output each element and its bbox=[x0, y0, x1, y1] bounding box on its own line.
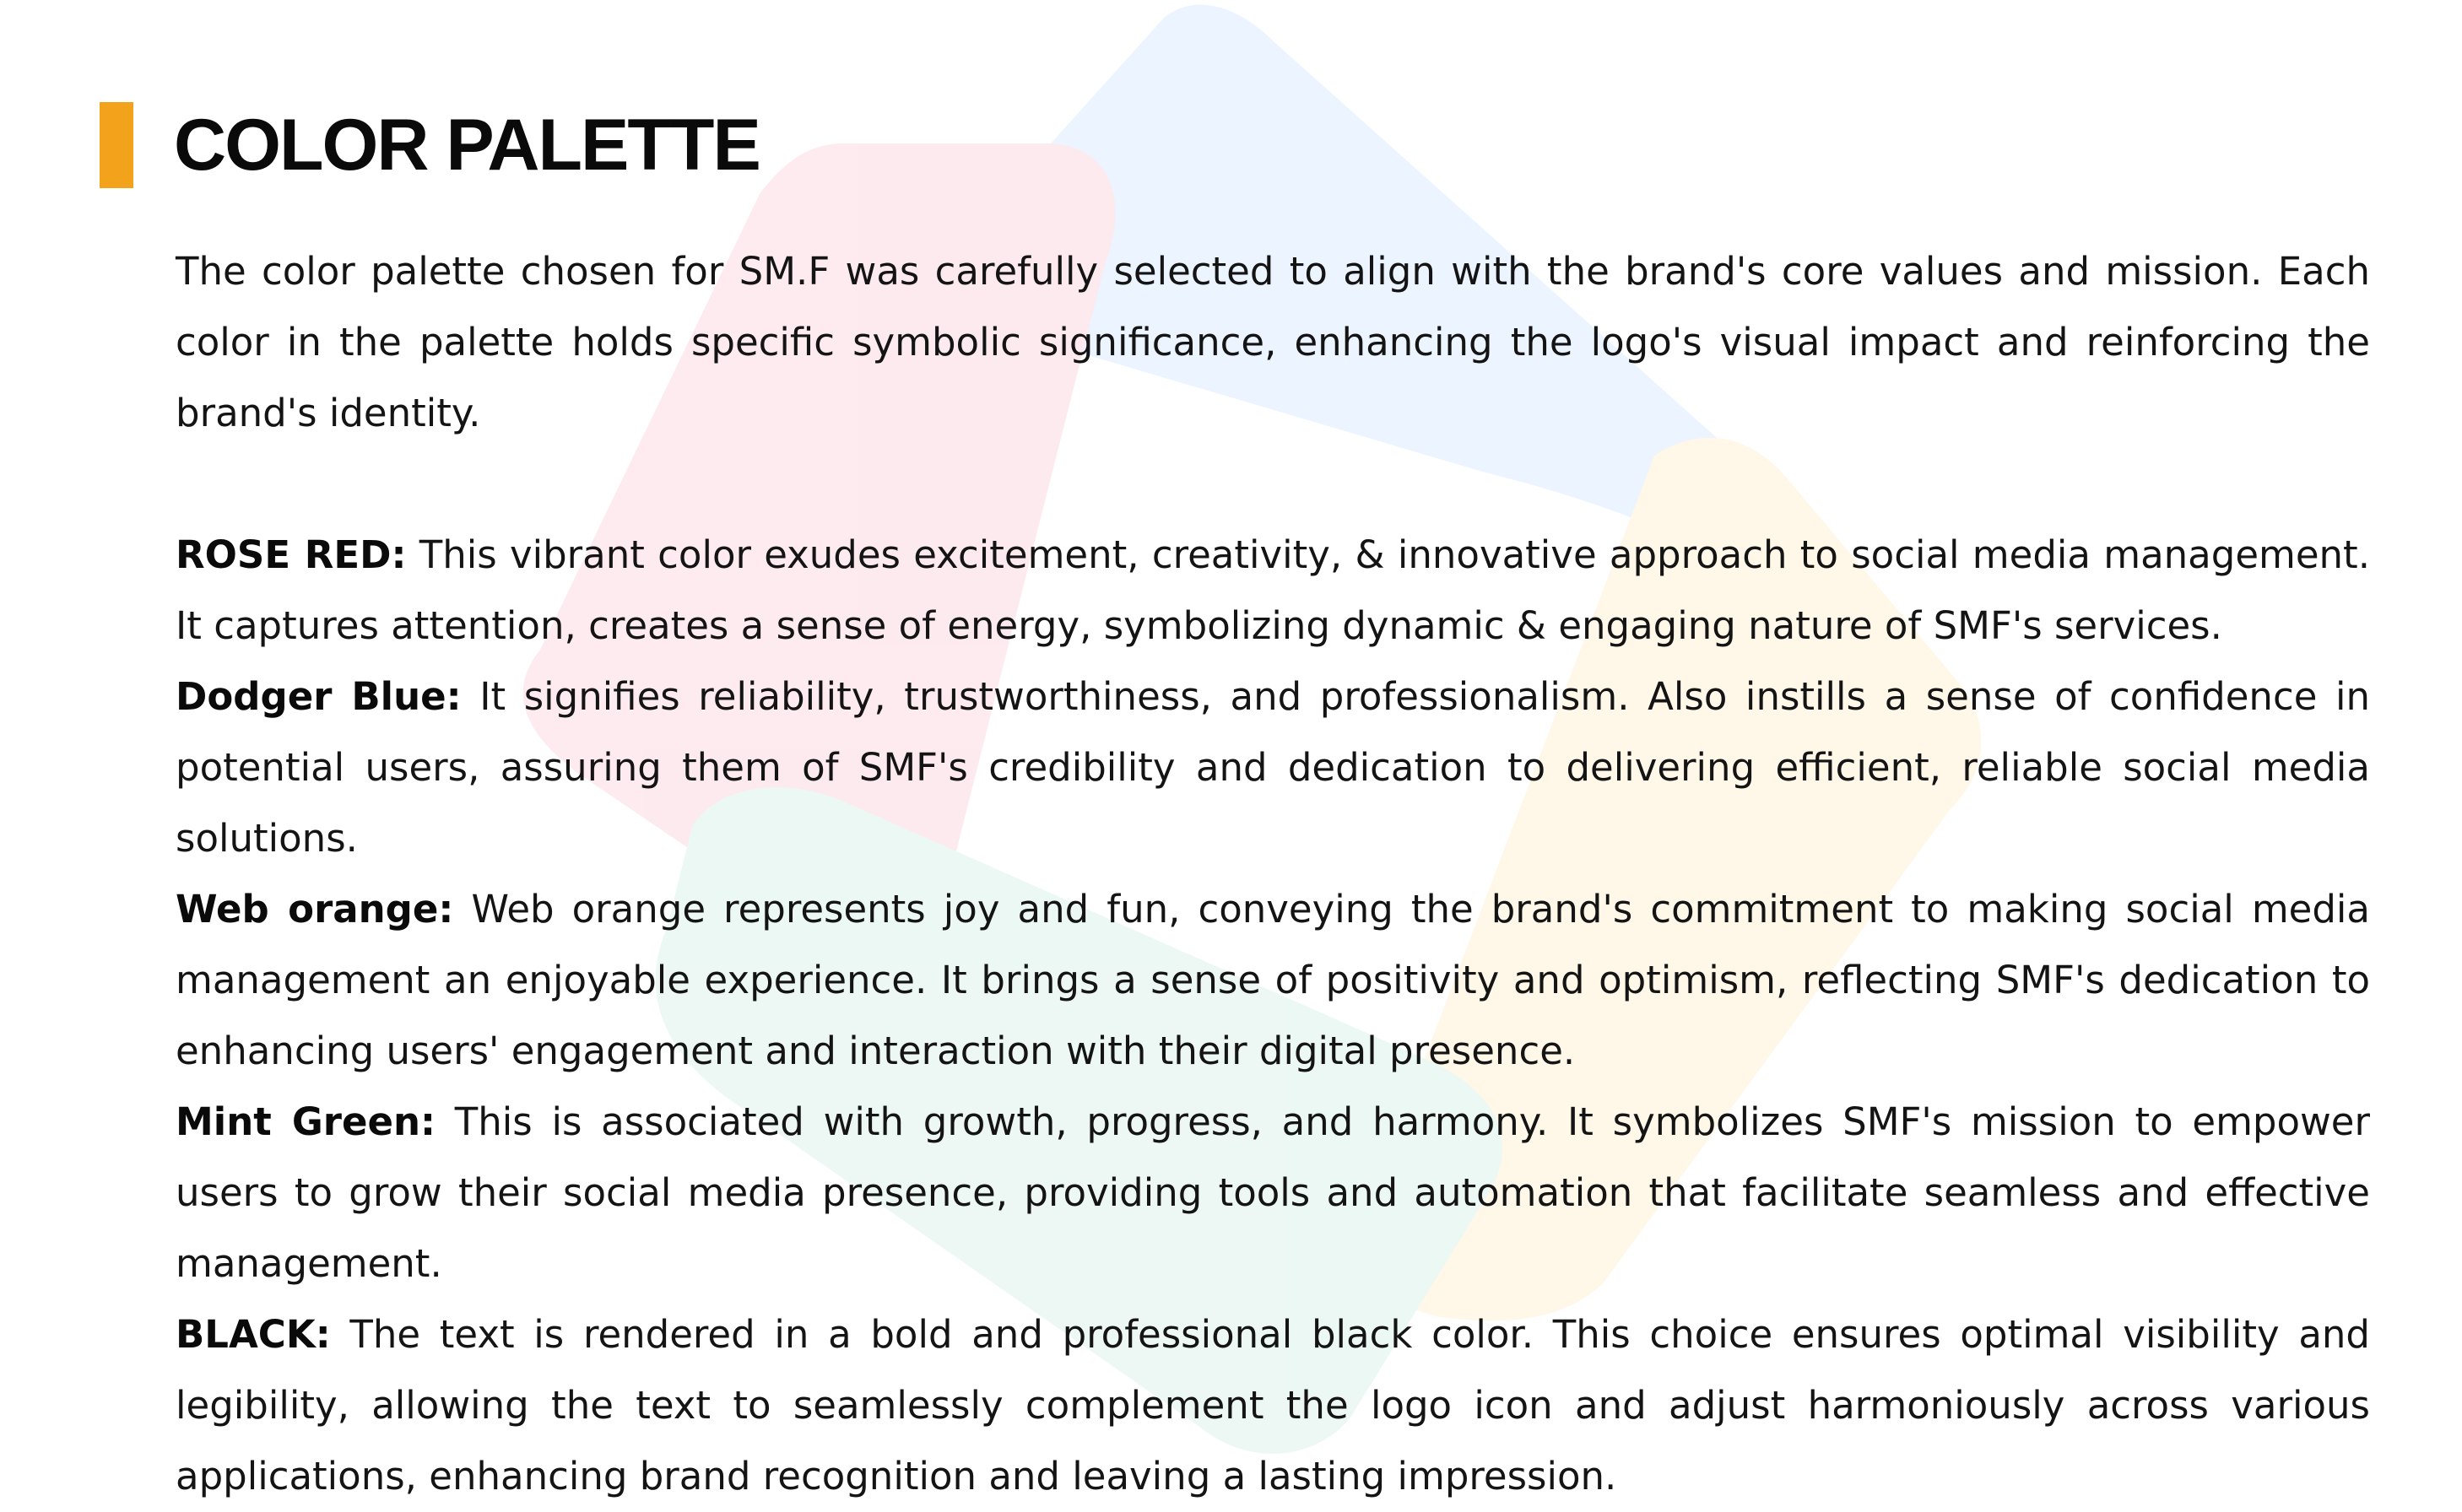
color-name: ROSE RED: bbox=[176, 532, 407, 577]
title-accent-bar bbox=[100, 102, 133, 188]
title-row bbox=[100, 101, 760, 189]
color-name: Web orange: bbox=[176, 887, 454, 932]
body-content bbox=[176, 236, 2370, 1512]
color-name: BLACK: bbox=[176, 1312, 331, 1357]
color-description: The text is rendered in a bold and professional black color. This choice ensures optimal visibility and legibility, allowing the text to seamlessly complement the logo icon and adjust harmoniously across various applications, enhancing brand recognition and leaving a lasting impression. bbox=[176, 1312, 2370, 1498]
color-description: This is associated with growth, progress, and harmony. It symbolizes SMF's mission to empower users to grow their social media presence, providing tools and automation that facilitate seamless and effective management. bbox=[176, 1099, 2370, 1286]
palette-entry-dodger-blue bbox=[176, 662, 2370, 874]
color-name: Mint Green: bbox=[176, 1099, 436, 1144]
page-title: COLOR PALETTE bbox=[174, 105, 760, 186]
color-description: Web orange represents joy and fun, conveying the brand's commitment to making social media management an enjoyable experience. It brings a sense of positivity and optimism, reflecting SMF's dedication to enhancing users' engagement and interaction with their digital presence. bbox=[176, 887, 2370, 1073]
palette-entry-rose-red bbox=[176, 520, 2370, 662]
palette-entry-black bbox=[176, 1299, 2370, 1512]
intro-paragraph: The color palette chosen for SM.F was carefully selected to align with the brand's core values and mission. Each color in the palette holds specific symbolic significance, enhancing the logo's visual impact and reinforcing the brand's identity. bbox=[176, 249, 2370, 435]
palette-entry-mint-green bbox=[176, 1087, 2370, 1299]
palette-entry-web-orange bbox=[176, 874, 2370, 1087]
color-description: This vibrant color exudes excitement, creativity, & innovative approach to social media management. It captures attention, creates a sense of energy, symbolizing dynamic & engaging nature of SMF's services. bbox=[176, 532, 2370, 648]
color-description: It signifies reliability, trustworthiness, and professionalism. Also instills a sense of confidence in potential users, assuring them of SMF's credibility and dedication to delivering efficient, reliable social media solutions. bbox=[176, 674, 2370, 861]
color-name: Dodger Blue: bbox=[176, 674, 462, 719]
